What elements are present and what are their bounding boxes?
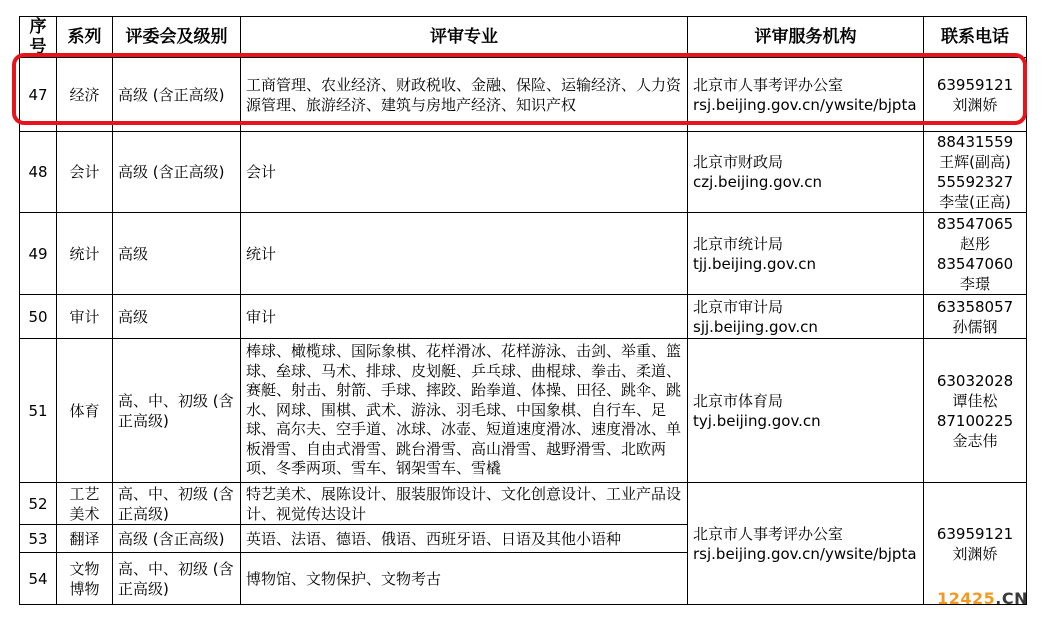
cell-major: 博物馆、文物保护、文物考古 xyxy=(241,553,688,605)
cell-series: 统计 xyxy=(57,213,113,295)
org-name: 北京市人事考评办公室 xyxy=(693,75,844,94)
cell-series: 文物博物 xyxy=(57,553,113,605)
cell-level: 高级 xyxy=(113,295,241,339)
table-row xyxy=(20,295,1027,339)
cell-level: 高、中、初级 (含正高级) xyxy=(113,339,241,483)
cell-seq: 48 xyxy=(20,132,57,213)
cell-phone xyxy=(924,339,1027,483)
highlight-box xyxy=(12,53,1027,125)
watermark xyxy=(937,589,1028,608)
cell-major: 审计 xyxy=(241,295,688,339)
org-url[interactable]: rsj.beijing.gov.cn/ywsite/bjpta xyxy=(693,544,917,563)
cell-phone xyxy=(924,295,1027,339)
contact-name: 刘渊娇 xyxy=(952,95,998,114)
cell-major: 特艺美术、展陈设计、服装服饰设计、文化创意设计、工业产品设计、视觉传达设计 xyxy=(241,483,688,525)
cell-seq: 49 xyxy=(20,213,57,295)
cell-org xyxy=(688,295,924,339)
org-name: 北京市审计局 xyxy=(693,297,784,316)
phone-number: 55592327 xyxy=(936,173,1014,191)
org-url[interactable]: czj.beijing.gov.cn xyxy=(693,173,823,191)
cell-level: 高、中、初级 (含正高级) xyxy=(113,553,241,605)
watermark-domain: .CN xyxy=(995,589,1028,608)
org-name: 北京市体育局 xyxy=(693,391,784,410)
phone-number: 83547060 xyxy=(936,254,1014,273)
phone-number: 87100225 xyxy=(936,411,1014,430)
table-row xyxy=(20,132,1027,213)
header-level: 评委会及级别 xyxy=(113,17,241,58)
contact-name: 李莹(正高) xyxy=(939,193,1011,211)
phone-number: 63358057 xyxy=(936,297,1014,316)
cell-seq: 54 xyxy=(20,553,57,605)
cell-major: 会计 xyxy=(241,132,688,213)
table-row xyxy=(20,339,1027,483)
cell-seq: 52 xyxy=(20,483,57,525)
phone-number: 88431559 xyxy=(936,133,1014,151)
org-url[interactable]: tyj.beijing.gov.cn xyxy=(693,411,821,430)
contact-name: 王辉(副高) xyxy=(939,153,1011,171)
cell-series: 会计 xyxy=(57,132,113,213)
cell-series: 工艺美术 xyxy=(57,483,113,525)
cell-org xyxy=(688,483,924,605)
cell-seq: 53 xyxy=(20,525,57,553)
contact-name: 赵彤 xyxy=(959,234,990,253)
cell-series: 翻译 xyxy=(57,525,113,553)
header-seq: 序号 xyxy=(20,17,57,58)
org-name: 北京市统计局 xyxy=(693,234,784,253)
cell-level: 高级 xyxy=(113,213,241,295)
contact-name: 刘渊娇 xyxy=(952,544,998,563)
cell-series: 经济 xyxy=(57,58,113,132)
cell-series: 体育 xyxy=(57,339,113,483)
cell-phone xyxy=(924,213,1027,295)
cell-phone xyxy=(924,483,1027,605)
cell-seq: 47 xyxy=(20,58,57,132)
cell-major: 棒球、橄榄球、国际象棋、花样滑冰、花样游泳、击剑、举重、篮球、垒球、马术、排球、皮划艇、乒乓球、曲棍球、拳击、柔道、赛艇、射击、射箭、手球、摔跤、跆拳道、体操、田径、跳伞、跳水、网球、围棋、武术、游泳、羽毛球、中国象棋、自行车、足球、高尔夫、空手道、冰球、冰壶、短道速度滑冰、速度滑冰、单板滑雪、自由式滑雪、跳台滑雪、高山滑雪、越野滑雪、北欧两项、冬季两项、雪车、钢架雪车、雪橇 xyxy=(241,339,688,483)
org-url[interactable]: tjj.beijing.gov.cn xyxy=(693,254,816,273)
contact-name: 金志伟 xyxy=(952,431,998,450)
cell-org xyxy=(688,132,924,213)
table-row xyxy=(20,213,1027,295)
contact-name: 谭佳松 xyxy=(952,391,998,410)
phone-number: 63959121 xyxy=(936,75,1014,94)
phone-number: 63959121 xyxy=(936,524,1014,543)
header-phone: 联系电话 xyxy=(924,17,1027,58)
contact-name: 孙儒钢 xyxy=(952,317,998,336)
phone-number: 63032028 xyxy=(936,371,1014,390)
cell-level: 高级 (含正高级) xyxy=(113,525,241,553)
cell-major: 英语、法语、德语、俄语、西班牙语、日语及其他小语种 xyxy=(241,525,688,553)
cell-seq: 50 xyxy=(20,295,57,339)
table-row xyxy=(20,483,1027,525)
cell-series: 审计 xyxy=(57,295,113,339)
header-org: 评审服务机构 xyxy=(688,17,924,58)
org-name: 北京市财政局 xyxy=(693,153,784,171)
cell-level: 高级 (含正高级) xyxy=(113,58,241,132)
phone-number: 83547065 xyxy=(936,214,1014,233)
cell-phone xyxy=(924,132,1027,213)
cell-level: 高、中、初级 (含正高级) xyxy=(113,483,241,525)
org-url[interactable]: sjj.beijing.gov.cn xyxy=(693,317,818,336)
cell-org xyxy=(688,213,924,295)
header-row xyxy=(20,17,1027,58)
header-major: 评审专业 xyxy=(241,17,688,58)
org-name: 北京市人事考评办公室 xyxy=(693,524,844,543)
cell-level: 高级 (含正高级) xyxy=(113,132,241,213)
header-series: 系列 xyxy=(57,17,113,58)
contact-name: 李璟 xyxy=(959,274,990,293)
cell-major: 统计 xyxy=(241,213,688,295)
watermark-number: 12425 xyxy=(937,589,996,608)
org-url[interactable]: rsj.beijing.gov.cn/ywsite/bjpta xyxy=(693,95,917,114)
cell-seq: 51 xyxy=(20,339,57,483)
cell-major: 工商管理、农业经济、财政税收、金融、保险、运输经济、人力资源管理、旅游经济、建筑与房地产经济、知识产权 xyxy=(241,58,688,132)
cell-org xyxy=(688,339,924,483)
